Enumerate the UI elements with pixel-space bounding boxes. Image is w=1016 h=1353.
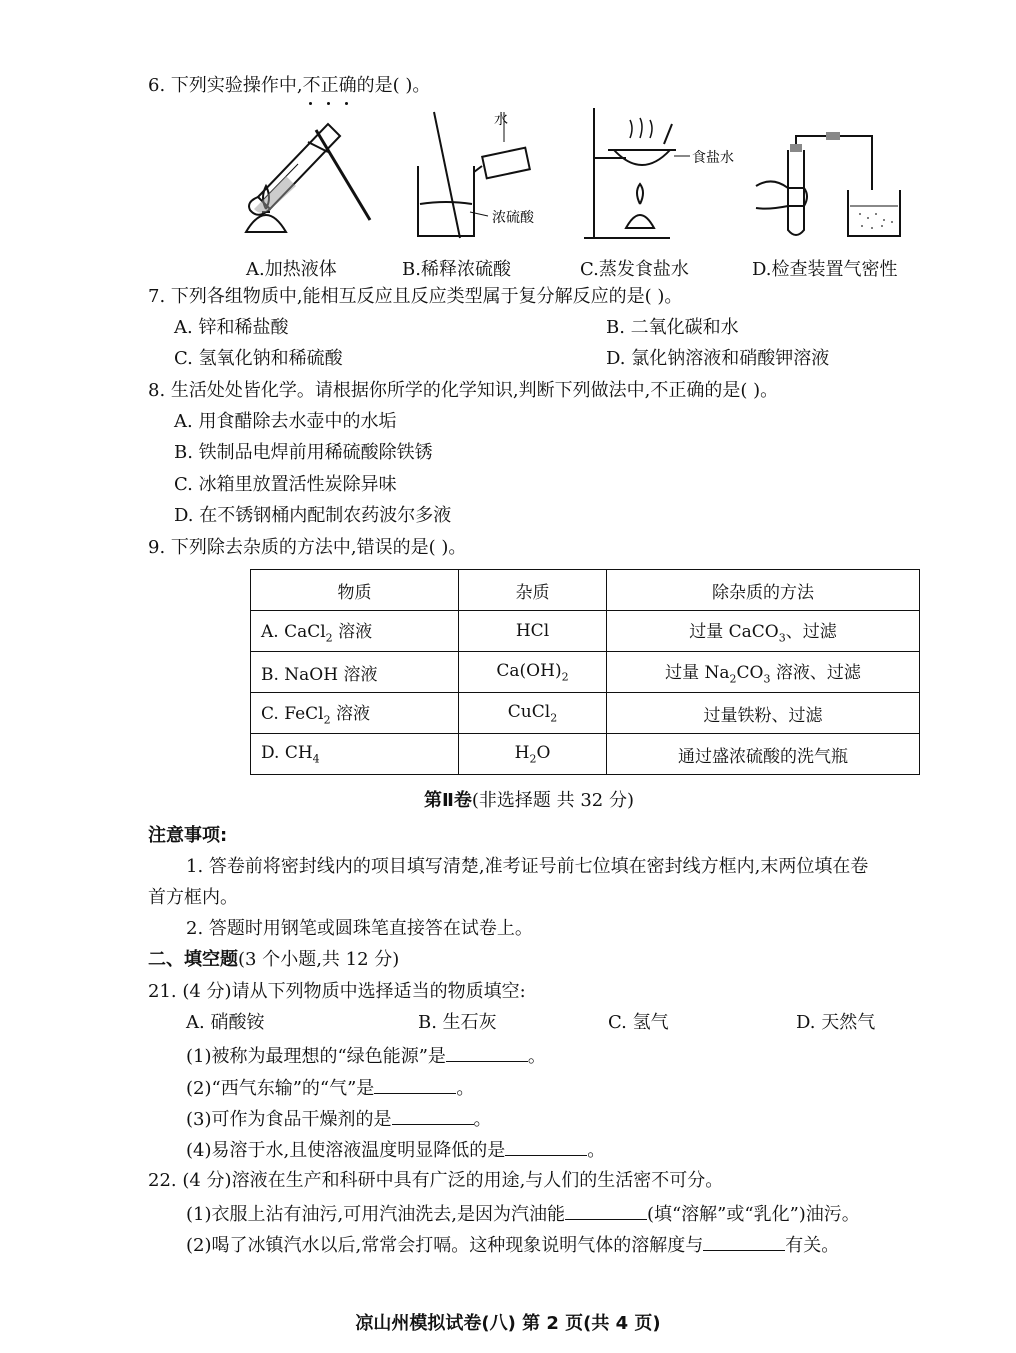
figure-evaporation	[580, 104, 750, 244]
q9-table	[250, 569, 920, 775]
q9-stem: 9. 下列除去杂质的方法中,错误的是( )。	[148, 537, 467, 558]
row-b-impurity: $Ca(OH)_2$	[459, 652, 607, 693]
notice-1b: 首方框内。	[148, 887, 238, 908]
label-water: 水	[494, 112, 508, 128]
table-row	[251, 652, 920, 693]
section-title-rest: (3 个小题,共 12 分)	[238, 949, 400, 970]
figure-diluting-acid	[408, 108, 568, 248]
q6-option-b: B.稀释浓硫酸	[402, 259, 511, 280]
q8-option-d: D. 在不锈钢桶内配制农药波尔多液	[174, 505, 452, 526]
section-title	[148, 948, 399, 972]
answer-blank[interactable]	[374, 1075, 456, 1094]
q8-option-c: C. 冰箱里放置活性炭除异味	[174, 474, 397, 495]
table-header-row	[251, 570, 920, 611]
q21-option-b: B. 生石灰	[418, 1012, 497, 1033]
q22-sub2: (2)喝了冰镇汽水以后,常常会打嗝。这种现象说明气体的溶解度与 有关。	[186, 1232, 839, 1258]
page-footer: 凉山州模拟试卷(八) 第 2 页(共 4 页)	[355, 1313, 661, 1334]
q8-option-b: B. 铁制品电焊前用稀硫酸除铁锈	[174, 442, 433, 463]
label-conc-acid: 浓硫酸	[492, 210, 534, 226]
header-impurity: 杂质	[459, 570, 607, 611]
part2-title-rest: (非选择题 共 32 分)	[471, 790, 634, 811]
notice-title: 注意事项:	[148, 825, 228, 846]
header-substance: 物质	[251, 570, 459, 611]
q21-sub3: (3)可作为食品干燥剂的是 。	[186, 1106, 492, 1132]
part2-title	[424, 789, 634, 813]
q8-stem: 8. 生活处处皆化学。请根据你所学的化学知识,判断下列做法中,不正确的是( )。	[148, 380, 779, 401]
answer-blank[interactable]	[505, 1137, 587, 1156]
q21-stem: 21. (4 分)请从下列物质中选择适当的物质填空:	[148, 981, 526, 1002]
part2-title-bold: 第Ⅱ卷	[424, 790, 472, 811]
q6-stem-after: 的是( )。	[356, 75, 431, 96]
row-a-substance: A. CaCl$_2$ 溶液	[251, 611, 459, 652]
table-row	[251, 611, 920, 652]
row-d-substance: D. $CH_4$	[251, 734, 459, 775]
header-method: 除杂质的方法	[607, 570, 920, 611]
q21-sub2: (2)“西气东输”的“气”是 。	[186, 1075, 474, 1101]
q7-stem: 7. 下列各组物质中,能相互反应且反应类型属于复分解反应的是( )。	[148, 286, 683, 307]
q6-option-a: A.加热液体	[246, 259, 337, 280]
q7-option-b: B. 二氧化碳和水	[606, 317, 739, 338]
row-b-method: 过量 $Na_2CO_3$ 溶液、过滤	[607, 652, 920, 693]
row-c-substance: C. FeCl$_2$ 溶液	[251, 693, 459, 734]
q22-sub1: (1)衣服上沾有油污,可用汽油洗去,是因为汽油能 (填“溶解”或“乳化”)油污。	[186, 1201, 860, 1227]
table-row	[251, 734, 920, 775]
notice-1a: 1. 答卷前将密封线内的项目填写清楚,准考证号前七位填在密封线方框内,末两位填在卷	[186, 856, 869, 877]
answer-blank[interactable]	[703, 1232, 785, 1251]
q6-option-c: C.蒸发食盐水	[580, 259, 689, 280]
section-title-bold: 二、填空题	[148, 949, 238, 970]
answer-blank[interactable]	[446, 1043, 528, 1062]
figure-heating-liquid	[236, 112, 376, 252]
q6-stem	[148, 74, 430, 98]
row-d-impurity: $H_2O$	[459, 734, 607, 775]
q6-stem-before: 6. 下列实验操作中,	[148, 75, 303, 96]
row-b-substance: B. NaOH 溶液	[251, 652, 459, 693]
row-c-method: 过量铁粉、过滤	[607, 693, 920, 734]
q7-option-d: D. 氯化钠溶液和硝酸钾溶液	[606, 348, 830, 369]
row-a-impurity: HCl	[459, 611, 607, 652]
q6-emphasis	[303, 75, 357, 96]
q7-option-c: C. 氢氧化钠和稀硫酸	[174, 348, 343, 369]
q21-sub4: (4)易溶于水,且使溶液温度明显降低的是 。	[186, 1137, 605, 1163]
q21-sub1: (1)被称为最理想的“绿色能源”是 。	[186, 1043, 546, 1069]
answer-blank[interactable]	[565, 1201, 647, 1220]
label-salt-water: 食盐水	[692, 150, 734, 166]
q8-option-a: A. 用食醋除去水壶中的水垢	[174, 411, 397, 432]
q6-emphasis-text: 不正确	[302, 75, 357, 96]
q21-option-c: C. 氢气	[608, 1012, 669, 1033]
notice-2: 2. 答题时用钢笔或圆珠笔直接答在试卷上。	[186, 918, 533, 939]
row-d-method: 通过盛浓硫酸的洗气瓶	[607, 734, 920, 775]
q6-option-d: D.检查装置气密性	[752, 259, 898, 280]
row-a-method: 过量 CaCO$_3$、过滤	[607, 611, 920, 652]
answer-blank[interactable]	[392, 1106, 474, 1125]
q21-option-a: A. 硝酸铵	[186, 1012, 265, 1033]
figure-airtightness	[752, 126, 912, 242]
table-row	[251, 693, 920, 734]
q7-option-a: A. 锌和稀盐酸	[174, 317, 289, 338]
q21-option-d: D. 天然气	[796, 1012, 876, 1033]
row-c-impurity: CuCl$_2$	[459, 693, 607, 734]
q22-stem: 22. (4 分)溶液在生产和科研中具有广泛的用途,与人们的生活密不可分。	[148, 1170, 724, 1191]
